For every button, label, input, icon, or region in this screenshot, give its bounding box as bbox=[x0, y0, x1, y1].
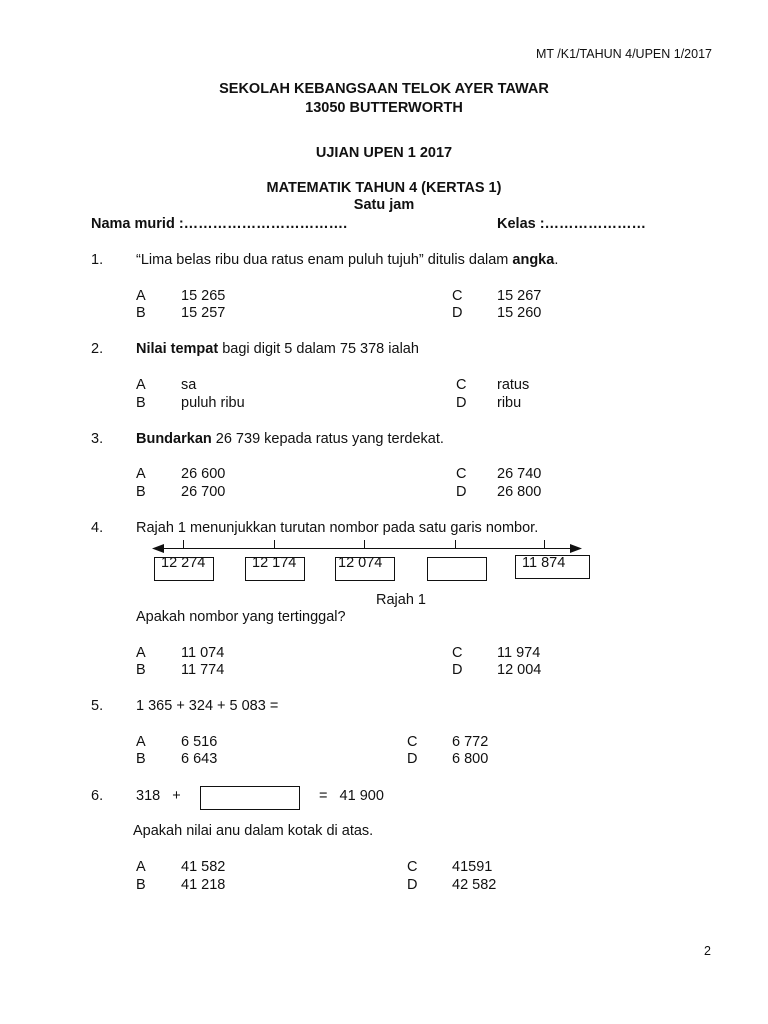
option-letter: C bbox=[452, 288, 463, 304]
school-address: 13050 BUTTERWORTH bbox=[305, 100, 463, 116]
option-letter: C bbox=[456, 377, 467, 393]
question-text: Rajah 1 menunjukkan turutan nombor pada satu garis nombor. bbox=[136, 520, 539, 536]
option-letter: A bbox=[136, 734, 146, 750]
right-arrow-icon bbox=[570, 543, 582, 554]
question-text-part: bagi digit 5 dalam 75 378 ialah bbox=[218, 341, 419, 357]
option-letter: A bbox=[136, 859, 146, 875]
option-value: 12 004 bbox=[497, 662, 542, 678]
option-letter: A bbox=[136, 645, 146, 661]
option-value: 26 600 bbox=[181, 466, 226, 482]
figure-caption: Rajah 1 bbox=[376, 592, 426, 608]
student-name-field: Nama murid :……………………………. bbox=[91, 216, 348, 232]
document-code: MT /K1/TAHUN 4/UPEN 1/2017 bbox=[536, 47, 712, 61]
number-line-value: 12 174 bbox=[252, 555, 297, 571]
option-letter: D bbox=[407, 877, 418, 893]
option-value: 11 774 bbox=[181, 662, 225, 678]
option-letter: B bbox=[136, 662, 146, 678]
number-line-tick bbox=[274, 540, 275, 549]
option-letter: D bbox=[456, 484, 467, 500]
question-text bbox=[136, 252, 558, 268]
number-line-value: 11 874 bbox=[522, 555, 566, 571]
option-letter: B bbox=[136, 305, 146, 321]
school-name: SEKOLAH KEBANGSAAN TELOK AYER TAWAR bbox=[219, 81, 549, 97]
option-value: 11 974 bbox=[497, 645, 541, 661]
question-number: 3. bbox=[91, 431, 104, 447]
expression-left: 318 + bbox=[136, 788, 181, 804]
sub-question: Apakah nombor yang tertinggal? bbox=[136, 609, 346, 625]
number-line-tick bbox=[364, 540, 365, 549]
option-value: 41 218 bbox=[181, 877, 226, 893]
question-number: 4. bbox=[91, 520, 104, 536]
question-text-part: . bbox=[554, 252, 559, 268]
option-value: 26 700 bbox=[181, 484, 226, 500]
answer-box bbox=[200, 786, 300, 810]
question-keyword: Nilai tempat bbox=[136, 341, 219, 357]
option-letter: D bbox=[452, 662, 463, 678]
option-letter: B bbox=[136, 484, 146, 500]
expression-right: = 41 900 bbox=[319, 788, 384, 804]
option-letter: C bbox=[407, 859, 418, 875]
option-value: 6 772 bbox=[452, 734, 489, 750]
page-number: 2 bbox=[704, 944, 711, 958]
question-text bbox=[136, 431, 444, 447]
subject-title: MATEMATIK TAHUN 4 (KERTAS 1) bbox=[266, 180, 502, 196]
question-number: 1. bbox=[91, 252, 104, 268]
option-letter: B bbox=[136, 751, 146, 767]
question-number: 6. bbox=[91, 788, 104, 804]
number-line-tick bbox=[544, 540, 545, 549]
option-value: 41591 bbox=[452, 859, 493, 875]
option-value: 15 260 bbox=[497, 305, 542, 321]
option-value: 15 257 bbox=[181, 305, 226, 321]
question-text-part: 26 739 kepada ratus yang terdekat. bbox=[211, 431, 444, 447]
number-line-axis bbox=[162, 548, 574, 549]
question-keyword: Bundarkan bbox=[136, 431, 212, 447]
option-value: 26 800 bbox=[497, 484, 542, 500]
number-line-tick bbox=[183, 540, 184, 549]
option-value: 15 267 bbox=[497, 288, 542, 304]
option-value: 6 516 bbox=[181, 734, 218, 750]
question-text-part: “Lima belas ribu dua ratus enam puluh tujuh” ditulis dalam bbox=[136, 252, 513, 268]
question-keyword: angka bbox=[512, 252, 555, 268]
option-value: ribu bbox=[497, 395, 522, 411]
number-line-tick bbox=[455, 540, 456, 549]
option-letter: C bbox=[452, 645, 463, 661]
option-letter: B bbox=[136, 877, 146, 893]
option-letter: D bbox=[452, 305, 463, 321]
number-line-empty-box bbox=[427, 557, 487, 581]
sub-question: Apakah nilai anu dalam kotak di atas. bbox=[133, 823, 374, 839]
left-arrow-icon bbox=[152, 543, 164, 554]
option-value: 6 643 bbox=[181, 751, 218, 767]
question-text: 1 365 + 324 + 5 083 = bbox=[136, 698, 279, 714]
option-value: 41 582 bbox=[181, 859, 226, 875]
option-letter: B bbox=[136, 395, 146, 411]
question-text bbox=[136, 341, 419, 357]
option-value: 11 074 bbox=[181, 645, 225, 661]
option-letter: C bbox=[407, 734, 418, 750]
option-value: 15 265 bbox=[181, 288, 226, 304]
option-value: sa bbox=[181, 377, 197, 393]
question-number: 5. bbox=[91, 698, 104, 714]
number-line-value: 12 074 bbox=[338, 555, 383, 571]
question-number: 2. bbox=[91, 341, 104, 357]
option-letter: D bbox=[456, 395, 467, 411]
exam-title: UJIAN UPEN 1 2017 bbox=[315, 145, 453, 161]
option-value: 6 800 bbox=[452, 751, 489, 767]
option-value: ratus bbox=[497, 377, 530, 393]
exam-duration: Satu jam bbox=[353, 197, 415, 213]
option-letter: A bbox=[136, 288, 146, 304]
number-line-value: 12 274 bbox=[161, 555, 206, 571]
option-letter: C bbox=[456, 466, 467, 482]
option-letter: A bbox=[136, 466, 146, 482]
option-letter: D bbox=[407, 751, 418, 767]
option-value: 26 740 bbox=[497, 466, 542, 482]
option-letter: A bbox=[136, 377, 146, 393]
option-value: 42 582 bbox=[452, 877, 497, 893]
class-field: Kelas :………………… bbox=[497, 216, 647, 232]
option-value: puluh ribu bbox=[181, 395, 245, 411]
